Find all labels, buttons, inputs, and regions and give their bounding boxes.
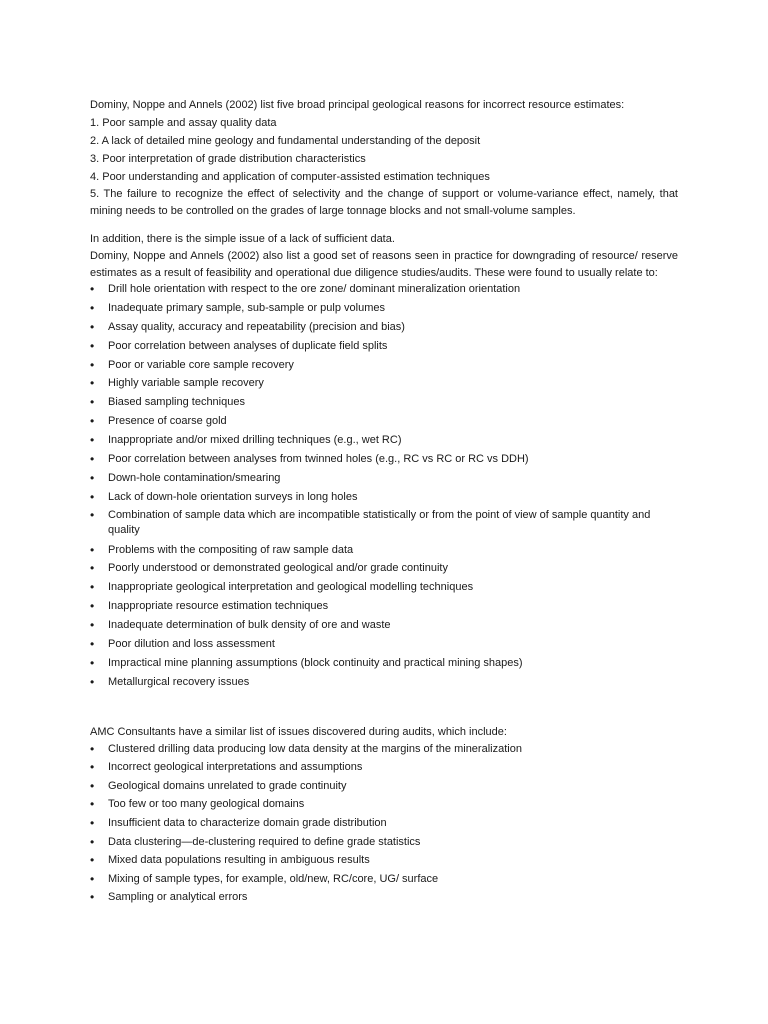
list-item-text: Metallurgical recovery issues xyxy=(108,675,250,688)
list-item xyxy=(90,413,678,429)
list-item xyxy=(90,759,678,775)
bullet-icon: • xyxy=(90,890,95,905)
list-item-text: Lack of down-hole orientation surveys in long holes xyxy=(108,490,358,503)
list-item xyxy=(90,281,678,297)
list-item-text: Poor dilution and loss assessment xyxy=(108,638,275,651)
list-item-text: Mixing of sample types, for example, old/new, RC/core, UG/ surface xyxy=(108,872,439,885)
bullet-icon: • xyxy=(90,452,95,467)
list-item xyxy=(90,889,678,905)
list-item xyxy=(90,357,678,373)
bullet-icon: • xyxy=(90,599,95,614)
downgrading-paragraph: Dominy, Noppe and Annels (2002) also list a good set of reasons seen in practice for downgrading of resource/ reserve estimates as a result of feasibility and operational due diligence studies/audits. These were found to usually relate to: xyxy=(90,250,678,279)
list-item-text: Inappropriate geological interpretation and geological modelling techniques xyxy=(108,581,474,594)
reason-item: 3. Poor interpretation of grade distribution characteristics xyxy=(90,153,366,165)
bullet-icon: • xyxy=(90,618,95,633)
list-item-text: Data clustering—de-clustering required to define grade statistics xyxy=(108,835,421,848)
list-item-text: Drill hole orientation with respect to the ore zone/ dominant mineralization orientation xyxy=(108,283,521,295)
bullet-icon: • xyxy=(90,319,95,334)
reason-item: 1. Poor sample and assay quality data xyxy=(90,117,277,129)
list-item-text: Inadequate primary sample, sub-sample or pulp volumes xyxy=(108,301,385,314)
list-item xyxy=(90,655,678,671)
list-item xyxy=(90,300,678,316)
bullet-icon: • xyxy=(90,414,95,429)
list-item xyxy=(90,579,678,595)
bullet-icon: • xyxy=(90,760,95,775)
list-item-text: Geological domains unrelated to grade continuity xyxy=(108,779,347,792)
bullet-icon: • xyxy=(90,282,95,296)
bullet-icon: • xyxy=(90,300,95,315)
reason-item: 2. A lack of detailed mine geology and fundamental understanding of the deposit xyxy=(90,135,481,147)
list-item xyxy=(90,815,678,831)
list-item xyxy=(90,778,678,794)
bullet-icon: • xyxy=(90,507,95,522)
list-item-text: Highly variable sample recovery xyxy=(108,377,264,390)
bullet-icon: • xyxy=(90,853,95,868)
list-item-text: Down-hole contamination/smearing xyxy=(108,471,281,484)
downgrading-reasons-list xyxy=(90,281,678,690)
bullet-icon: • xyxy=(90,338,95,353)
list-item-text: Clustered drilling data producing low data density at the margins of the mineralization xyxy=(108,742,522,755)
bullet-icon: • xyxy=(90,741,95,756)
bullet-icon: • xyxy=(90,778,95,793)
bullet-icon: • xyxy=(90,376,95,391)
list-item-text: Combination of sample data which are incompatible statistically or from the point of view of sample quantity and quality xyxy=(108,508,651,537)
list-item xyxy=(90,871,678,887)
list-item xyxy=(90,375,678,391)
bullet-icon: • xyxy=(90,637,95,652)
bullet-icon: • xyxy=(90,580,95,595)
list-item xyxy=(90,796,678,812)
bullet-icon: • xyxy=(90,470,95,485)
amc-intro-text: AMC Consultants have a similar list of issues discovered during audits, which include: xyxy=(90,725,507,738)
list-item xyxy=(90,741,678,757)
bullet-icon: • xyxy=(90,655,95,670)
bullet-icon: • xyxy=(90,674,95,689)
bullet-icon: • xyxy=(90,489,95,504)
list-item-text: Sampling or analytical errors xyxy=(108,891,248,904)
list-item-text: Problems with the compositing of raw sample data xyxy=(108,543,354,556)
list-item-text: Too few or too many geological domains xyxy=(108,798,305,811)
bullet-icon: • xyxy=(90,357,95,372)
list-item xyxy=(90,542,678,558)
list-item-text: Inappropriate and/or mixed drilling techniques (e.g., wet RC) xyxy=(108,434,402,447)
list-item-text: Insufficient data to characterize domain grade distribution xyxy=(108,817,387,830)
addition-text: In addition, there is the simple issue of a lack of sufficient data. xyxy=(90,233,395,245)
list-item-text: Impractical mine planning assumptions (block continuity and practical mining shapes) xyxy=(108,656,523,669)
bullet-icon: • xyxy=(90,395,95,410)
intro-text: Dominy, Noppe and Annels (2002) list five broad principal geological reasons for incorrect resource estimates: xyxy=(90,99,625,111)
bullet-icon: • xyxy=(90,834,95,849)
bullet-icon: • xyxy=(90,561,95,576)
list-item xyxy=(90,617,678,633)
list-item-text: Presence of coarse gold xyxy=(108,415,227,428)
list-item-text: Poor correlation between analyses from twinned holes (e.g., RC vs RC or RC vs DDH) xyxy=(108,453,529,466)
document-page xyxy=(90,96,678,908)
list-item xyxy=(90,319,678,335)
bullet-icon: • xyxy=(90,433,95,448)
list-item-text: Poor correlation between analyses of duplicate field splits xyxy=(108,339,388,352)
list-item xyxy=(90,508,678,539)
list-item-text: Incorrect geological interpretations and assumptions xyxy=(108,761,363,774)
list-item-text: Assay quality, accuracy and repeatability (precision and bias) xyxy=(108,320,405,333)
list-item-text: Inadequate determination of bulk density of ore and waste xyxy=(108,619,391,632)
bullet-icon: • xyxy=(90,542,95,557)
reason-item: 5. The failure to recognize the effect of selectivity and the change of support or volume-variance effect, namely, that mining needs to be controlled on the grades of large tonnage blocks and not small-volume samples. xyxy=(90,188,678,217)
list-item-text: Poor or variable core sample recovery xyxy=(108,358,294,371)
bullet-icon: • xyxy=(90,816,95,831)
list-item xyxy=(90,470,678,486)
list-item xyxy=(90,432,678,448)
list-item xyxy=(90,598,678,614)
list-item xyxy=(90,394,678,410)
list-item xyxy=(90,852,678,868)
list-item-text: Biased sampling techniques xyxy=(108,396,245,409)
reason-item: 4. Poor understanding and application of computer-assisted estimation techniques xyxy=(90,171,490,183)
list-item xyxy=(90,489,678,505)
list-item-text: Inappropriate resource estimation techniques xyxy=(108,600,329,613)
list-item-text: Mixed data populations resulting in ambiguous results xyxy=(108,854,370,867)
list-item xyxy=(90,451,678,467)
list-item-text: Poorly understood or demonstrated geological and/or grade continuity xyxy=(108,562,448,575)
bullet-icon: • xyxy=(90,797,95,812)
list-item xyxy=(90,834,678,850)
amc-issues-list xyxy=(90,741,678,906)
list-item xyxy=(90,338,678,354)
list-item xyxy=(90,674,678,690)
list-item xyxy=(90,560,678,576)
bullet-icon: • xyxy=(90,871,95,886)
list-item xyxy=(90,636,678,652)
